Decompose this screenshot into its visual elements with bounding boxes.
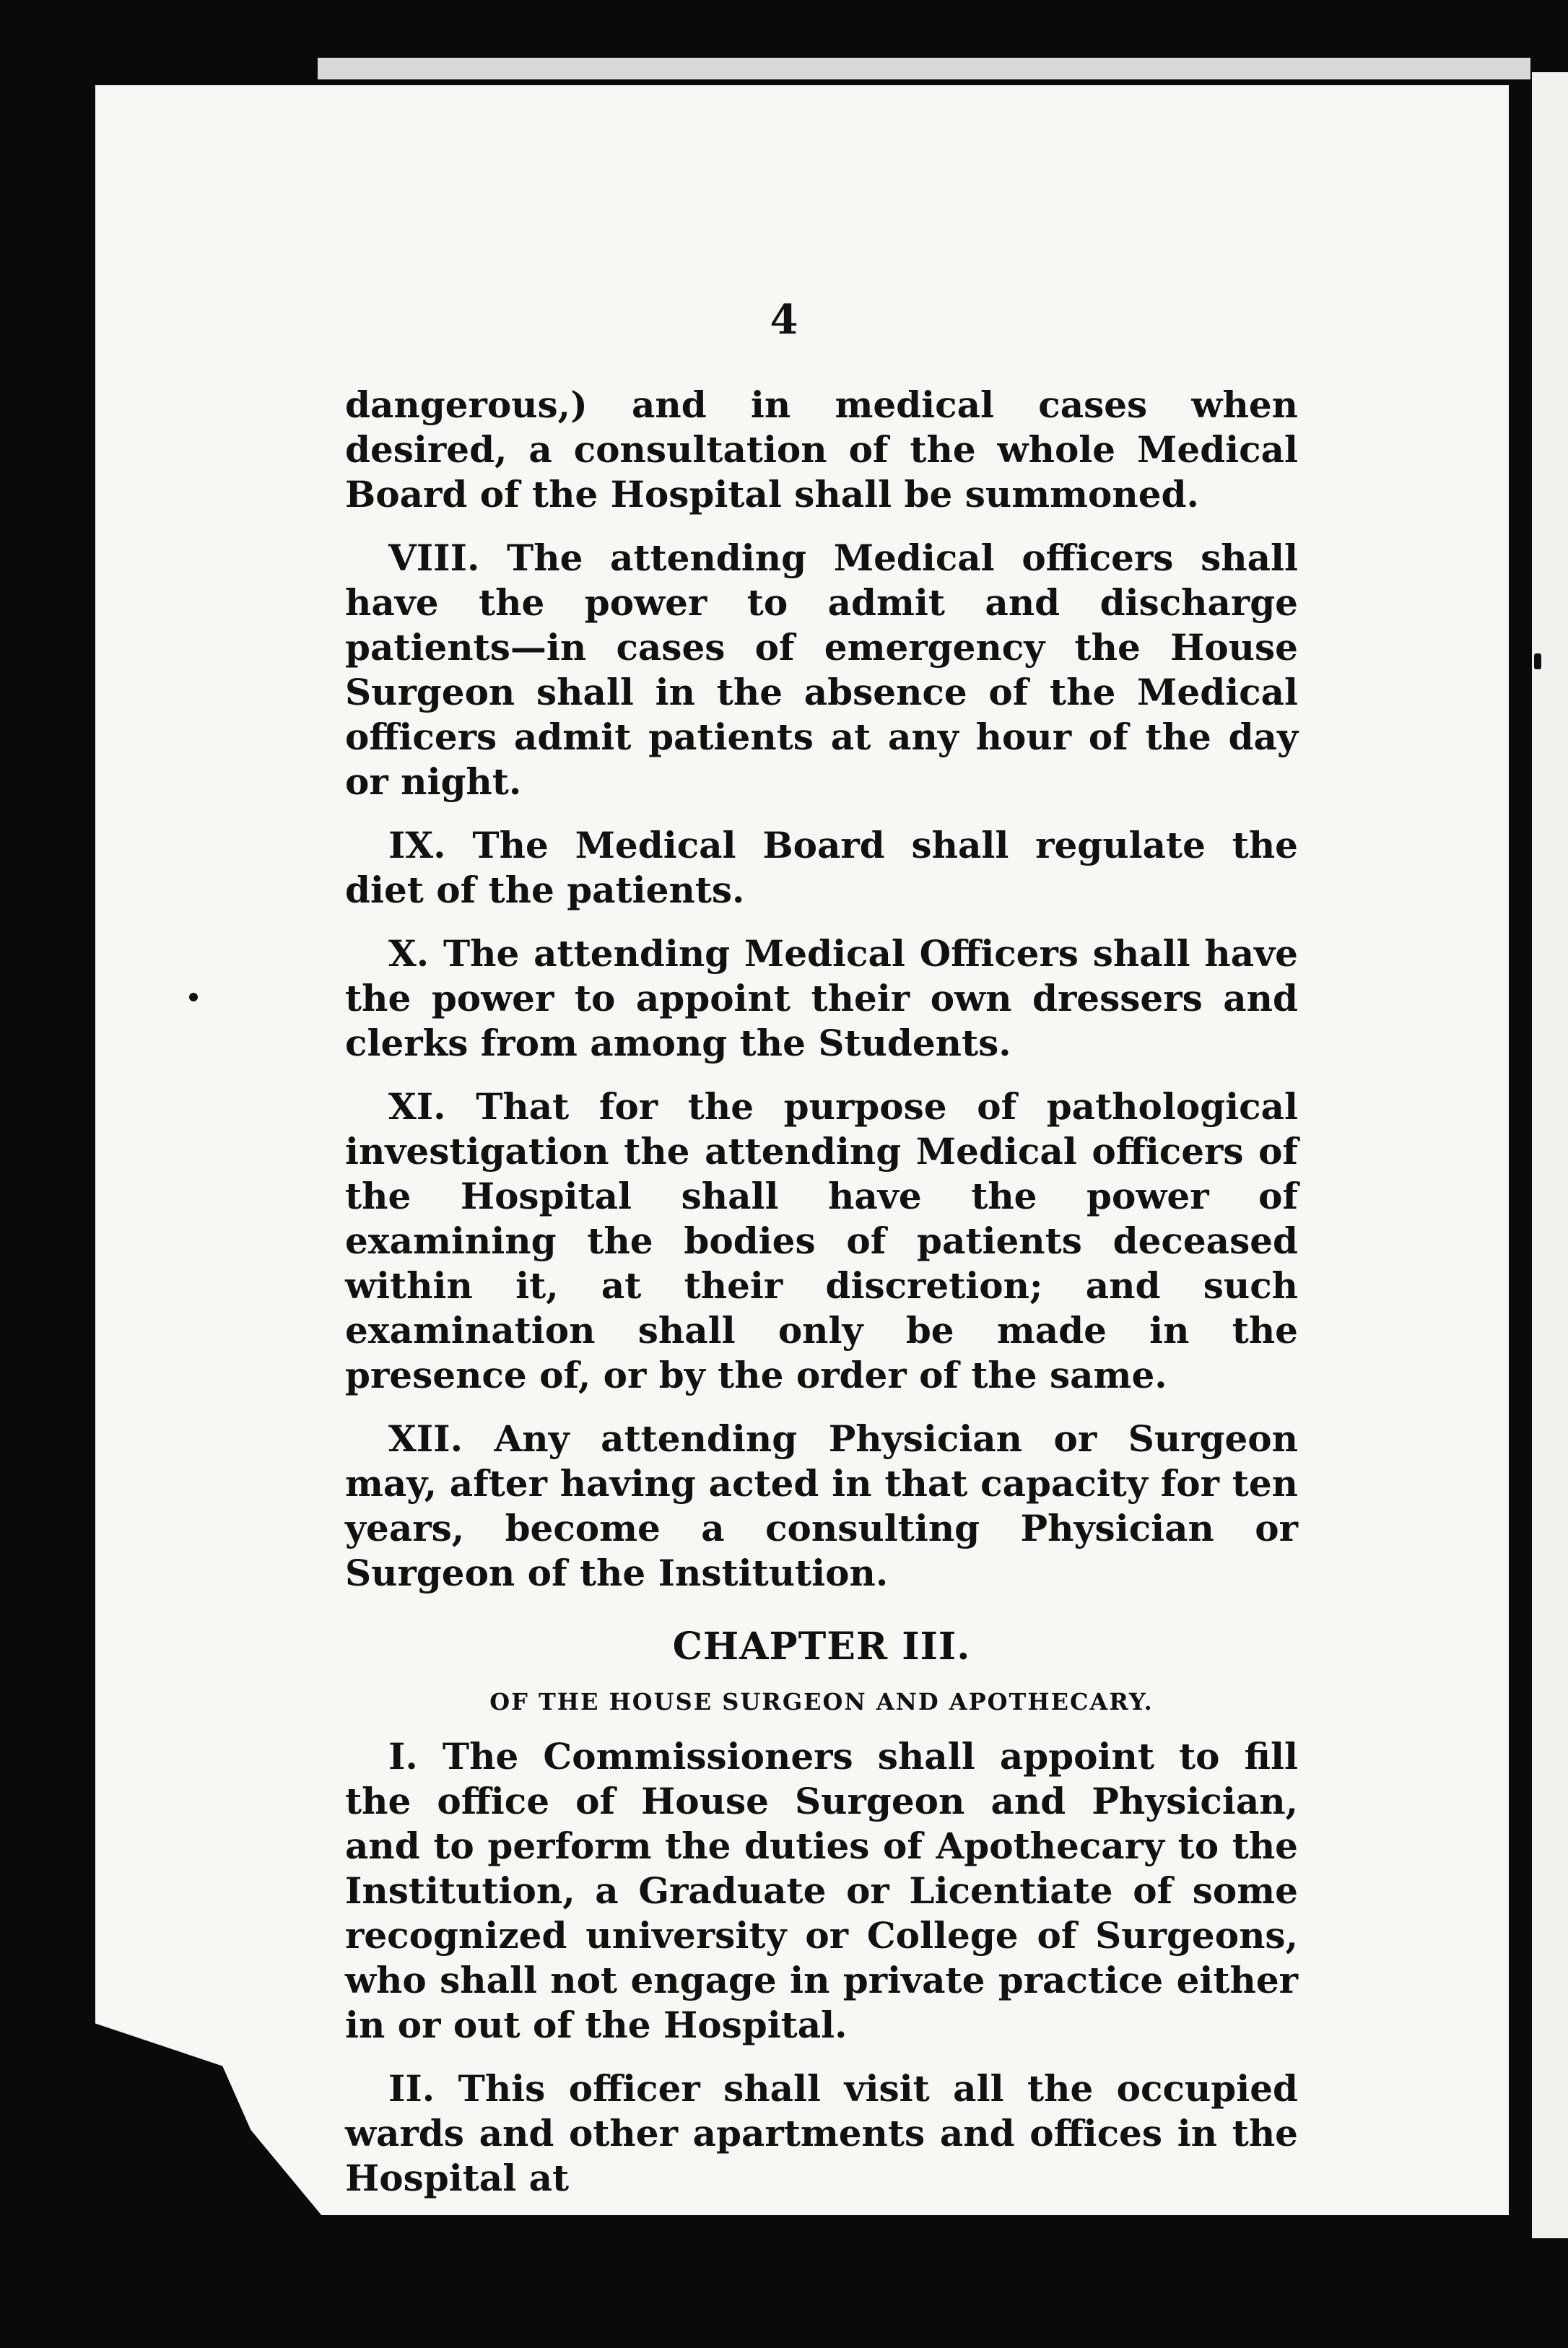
paragraph-xi: XI. That for the purpose of pathological investigation the attending Medical officers of the Hospital shall have the power of examining the bodies of patients deceased within it, at their discretion; and such examination shall only be made in the presence of, or by the order of the same. — [345, 1085, 1298, 1396]
chapter-heading: CHAPTER III. — [672, 1625, 971, 1669]
paragraph-continuation: dangerous,) and in medical cases when desired, a consultation of the whole Medical Board of the Hospital shall be summoned. — [345, 383, 1298, 516]
paragraph-chapter-i: I. The Commissioners shall appoint to fill the office of House Surgeon and Physician, and to perform the duties of Apothecary to the Institution, a Graduate or Licentiate of some recognized university or College of Surgeons, who shall not engage in private practice either in or out of the Hospital. — [345, 1735, 1298, 2046]
paragraph-viii: VIII. The attending Medical officers shall have the power to admit and discharge patients—in cases of emergency the House Surgeon shall in the absence of the Medical officers admit patients at any hour of the day or night. — [345, 536, 1298, 803]
body-text-top — [345, 383, 1298, 2201]
paragraph-ix: IX. The Medical Board shall regulate the diet of the patients. — [345, 824, 1298, 911]
page-number: 4 — [770, 296, 798, 344]
paragraph-xii: XII. Any attending Physician or Surgeon may, after having acted in that capacity for ten years, become a consulting Physician or Surgeon of the Institution. — [345, 1417, 1298, 1594]
ink-speck — [189, 993, 198, 1001]
adjacent-page-edge — [1532, 72, 1568, 2238]
chapter-subheading: OF THE HOUSE SURGEON AND APOTHECARY. — [489, 1688, 1154, 1716]
paragraph-x: X. The attending Medical Officers shall have the power to appoint their own dressers and clerks from among the Students. — [345, 932, 1298, 1064]
paragraph-chapter-ii: II. This officer shall visit all the occupied wards and other apartments and offices in the Hospital at — [345, 2067, 1298, 2199]
top-edge-strip — [318, 58, 1530, 79]
ink-speck — [1534, 653, 1541, 669]
